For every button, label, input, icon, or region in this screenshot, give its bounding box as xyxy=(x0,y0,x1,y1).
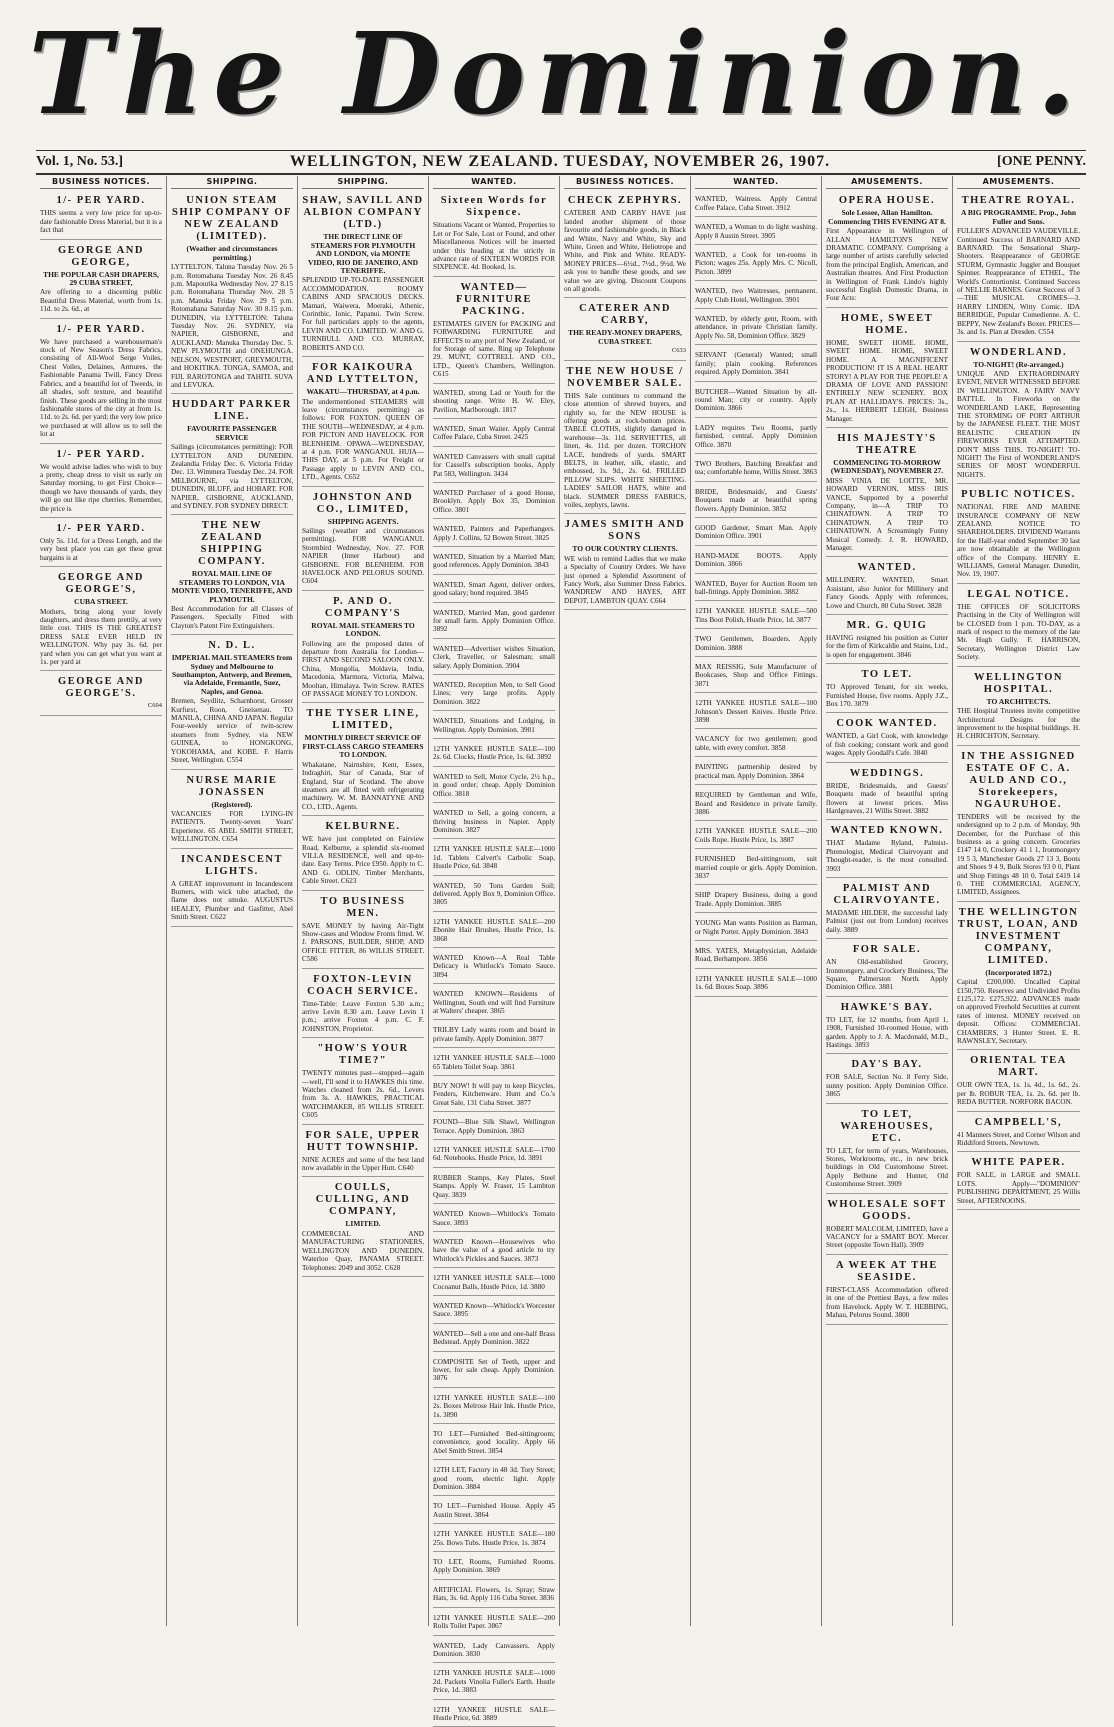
ad-reference: C604 xyxy=(147,702,162,710)
advertisement xyxy=(957,1154,1080,1210)
classified-ad: 12TH YANKEE HUSTLE SALE—200 Rolls Toilet Paper. 3867 xyxy=(433,1611,555,1636)
classified-ad: 12TH YANKEE HUSTLE SALE—1700 6d. Notebooks. Hustle Price, 1d. 3891 xyxy=(433,1143,555,1168)
ad-heading: CATERER AND CARBY, xyxy=(579,303,671,327)
ad-heading: THE WELLINGTON TRUST, LOAN, AND INVESTMENT COMPANY, LIMITED. xyxy=(957,906,1080,966)
ad-body: THIS Sale continues to command the close attention of shrewd buyers, and rightly so, for the NEW HOUSE is offering goods at rock-bottom prices. TABLE CLOTHS, slightly damaged in warehouse—3s. 11d. SERVIETTES, all linen, 4s. 11d. per dozen. TORCHON LACE, hundreds of yards. SMART BELTS, in leather, silk, elastic, and embossed, 1s. 9d., 2s. 6d. FRILLED PILLOW SLIPS. WHITE SHEETING. LADIES' SAILOR HATS, white and black. SUMMER DRESS FABRICS, voiles, zephyrs, lawns. xyxy=(564,391,686,509)
classified-ad: FOUND—Blue Silk Shawl, Wellington Terrace. Apply Dominion. 3863 xyxy=(433,1115,555,1140)
ad-subheading: COMMENCING TO-MORROW (WEDNESDAY), NOVEMBER 27. xyxy=(830,457,944,476)
advertisement xyxy=(40,242,162,319)
classified-ad: BRIDE, Bridesmaids', and Guests' Bouquets made at beautiful spring flowers. Apply Dominion. 3852 xyxy=(695,485,817,518)
classified-ad: 12TH YANKEE HUSTLE SALE—500 Tins Boot Polish, Hustle Price, 1d. 3877 xyxy=(695,604,817,629)
ad-body: TWENTY minutes past—stopped—again—well, I'll send it to HAWKES this time. Watches cleaned from 2s. 6d., Levers from 3s. A. HAWKES, PRACTICAL WATCHMAKER, 85 WILLIS STREET. C605 xyxy=(302,1069,424,1120)
advertisement xyxy=(302,1127,424,1178)
ad-heading: PALMIST AND CLAIRVOYANTE. xyxy=(833,882,941,906)
ad-subheading: (Incorporated 1872.) xyxy=(985,967,1052,977)
advertisement xyxy=(302,818,424,890)
ad-body: First Appearance in Wellington of ALLAN HAMILTON'S NEW DRAMATIC COMPANY. Comprising a large number of artists carefully selected from the principal English, American, and Australian theatres. And First Production in Wellington of Frank Lindo's highly successful English Domestic Drama, in Four Acts: xyxy=(826,227,948,303)
classified-ad: YOUNG Man wants Position as Barman, or Night Porter. Apply Dominion. 3843 xyxy=(695,916,817,941)
advertisement xyxy=(302,893,424,969)
ad-body: 41 Manners Street, and Corner Wilson and Riddiford Streets, Newtown. xyxy=(957,1130,1080,1148)
classified-ad: WANTED, strong Lad or Youth for the shooting range. Write H. W. Eley, Pavilion, Marlborough. 1817 xyxy=(433,386,555,419)
masthead xyxy=(0,0,1114,150)
ad-heading: NURSE MARIE JONASSEN xyxy=(186,774,278,798)
column-1 xyxy=(36,176,167,1626)
ad-heading: UNION STEAM SHIP COMPANY OF NEW ZEALAND (LIMITED). xyxy=(172,195,292,243)
classified-ad: BUTCHER—Wanted Situation by all-round Man; city or country. Apply Dominion. 3866 xyxy=(695,385,817,418)
classified-ad: FURNISHED Bed-sittingroom, suit married couple or girls. Apply Dominion. 3837 xyxy=(695,852,817,885)
classified-ad: WANTED Canvassers with small capital for Cassell's subscription books, Apply Pat 583, Wellington. 3434 xyxy=(433,450,555,483)
ad-heading: N. D. L. xyxy=(208,640,256,652)
ad-heading: FOR SALE, UPPER HUTT TOWNSHIP. xyxy=(305,1129,421,1153)
advertisement xyxy=(40,321,162,444)
ad-subheading: (Weather and circumstances permitting.) xyxy=(186,244,278,262)
ad-body: THE OFFICES OF SOLICITORS Practising in the City of Wellington will be CLOSED from 1 p.m. TO-DAY, as a mark of respect to the memory of the late Mr. Hugh Gully. F. HARRISON, Secretary, Wellington District Law Society. xyxy=(957,602,1080,662)
ad-heading: THE NEW HOUSE / NOVEMBER SALE. xyxy=(566,365,684,389)
classified-ad: TO LET—Furnished Bed-sittingroom; convenience, good locality. Apply 66 Abel Smith Street. 3854 xyxy=(433,1427,555,1460)
column-heading: AMUSEMENTS. xyxy=(957,176,1080,189)
classified-ad: COMPOSITE Set of Teeth, upper and lower, for sale cheap. Apply Dominion. 3876 xyxy=(433,1355,555,1388)
ad-body: BRIDE, Bridesmaids, and Guests' Bouquets made of beautiful spring flowers at lowest prices. Miss Hardgreaves, 21 Willis Street. 3882 xyxy=(826,781,948,815)
classified-ad: TWO Brothers, Batching Breakfast and tea; comfortable home, Willis Street. 3863 xyxy=(695,457,817,482)
ad-heading: OPERA HOUSE. xyxy=(838,195,936,207)
classified-ad: RUBBER Stamps, Key Plates, Steel Stamps. Apply W. Fraser, 15 Lambton Quay. 3839 xyxy=(433,1171,555,1204)
classified-ad: WANTED, Reception Men, to Sell Good Lines; very large profits. Apply Dominion. 3822 xyxy=(433,678,555,711)
advertisement xyxy=(40,520,162,567)
ad-heading: Sixteen Words for Sixpence. xyxy=(440,195,548,219)
advertisement xyxy=(826,192,948,307)
column-6 xyxy=(691,176,822,1626)
ad-body: Time-Table: Leave Foxton 5.30 a.m.; arrive Levin 8.30 a.m. Leave Levin 1 p.m.; arrive Foxton 4 p.m. C. F. JOHNSTON, Proprietor. xyxy=(302,999,424,1033)
column-4 xyxy=(429,176,560,1722)
advertisement xyxy=(826,1106,948,1194)
dateline xyxy=(36,150,1086,175)
advertisement xyxy=(433,192,555,276)
advertisement xyxy=(564,363,686,515)
ad-heading: GEORGE AND GEORGE'S, xyxy=(58,572,144,596)
classified-ad: WANTED, a Cook for ten-rooms in Picton; wages 25s. Apply Mrs. C. Nicoll, Picton. 3899 xyxy=(695,248,817,281)
date-location: WELLINGTON, NEW ZEALAND. TUESDAY, NOVEMBER 26, 1907. xyxy=(289,153,831,170)
advertisement xyxy=(171,192,293,394)
ad-body: Whakatane, Nairnshire, Kent, Essex, Indraghiri, Star of Canada, Star of England, Star of Scotland. The above steamers are all fitted with refrigerating machinery. W. M. BANNATYNE AND CO., LTD., Agents. xyxy=(302,760,424,811)
classified-ad: WANTED Known—A Real Table Delicacy is Whitlock's Tomato Sauce. 3894 xyxy=(433,951,555,984)
ad-body: FOR SALE, Section No. 8 Ferry Side, sunny position. Apply Dominion Office. 3865 xyxy=(826,1073,948,1099)
ad-body: The undermentioned STEAMERS will leave (circumstances permitting) as follows: FOR FOXTON. QUEEN OF THE SOUTH—WEDNESDAY, at 4 p.m. FOR PICTON AND HAVELOCK. FOR BLENHEIM. OPAWA—WEDNESDAY, at 4 p.m. FOR WANGANUI. HUIA—THIS DAY, at 5 p.m. For Freight or Passage apply to LEVIN AND CO., LTD., Agents. C652 xyxy=(302,397,424,482)
ad-body: THAT Madame Ryland, Palmist-Phrenologist, Medical Clairvoyant and Thought-reader, is the most consulted. 3903 xyxy=(826,839,948,873)
ad-body: Are offering to a discerning public Beautiful Dress Material, worth from 1s. 11d. to 2s. 6d., at xyxy=(40,288,162,314)
ad-body: LYTTELTON. Taluna Tuesday Nov. 26 5 p.m. Rotomahana Tuesday Nov. 26 8.45 p.m. Mapourika Wednesday Nov. 27 8.15 p.m. Rotomahana Thursday Nov. 28 5 p.m. Manuka Friday Nov. 29 5 p.m. Rotomahana Saturday Nov. 30 8.15 p.m. DUNEDIN, via LYTTELTON: Taluna Tuesday Nov. 26. SYDNEY, via NAPIER, GISBORNE, and AUCKLAND: Manuka Thursday Dec. 5. NEW PLYMOUTH and ONEHUNGA. NELSON, WESTPORT, GREYMOUTH, and HOKITIKA. TONGA, SAMOA, and FIJI. RAROTONGA and TAHITI. SUVA and LEVUKA. xyxy=(171,263,293,389)
advertisement xyxy=(826,666,948,713)
advertisement xyxy=(957,486,1080,584)
ad-body: FOR SALE, in LARGE and SMALL LOTS. Apply—"DOMINION" PUBLISHING DEPARTMENT, 25 Willis Street, AFTERNOONS. xyxy=(957,1171,1080,1205)
ad-body: NATIONAL FIRE AND MARINE INSURANCE COMPANY OF NEW ZEALAND. NOTICE TO SHAREHOLDERS. DIVIDEND Warrants for the Half-year ended September 30 last are now obtainable at the Wellington office of the Company. HENRY E. WILLIAMS, General Manager. Dunedin, Nov. 19, 1907. xyxy=(957,503,1080,579)
advertisement xyxy=(564,300,686,360)
ad-subheading: SHIPPING AGENTS. xyxy=(327,516,399,526)
column-heading: BUSINESS NOTICES. xyxy=(40,176,162,189)
ad-heading: CAMPBELL'S, xyxy=(974,1116,1063,1128)
classified-ad: WANTED, Lady Canvassers. Apply Dominion. 3830 xyxy=(433,1639,555,1664)
ad-heading: WHITE PAPER. xyxy=(971,1157,1066,1169)
advertisement xyxy=(302,1179,424,1276)
classified-ad: 12TH YANKEE HUSTLE SALE—100 2s. Boxes Melrose Hair Ink. Hustle Price, 1s. 3890 xyxy=(433,1391,555,1424)
ad-subheading: A BIG PROGRAMME. Prop., John Fuller and Sons. xyxy=(960,208,1077,226)
ad-heading: WANTED. xyxy=(857,562,917,574)
ad-body: Capital £200,000. Uncalled Capital £150,750. Reserves and Undivided Profits £125,172. £275,922. ADVANCES made on approved Freehold Securities at current rates of interest. MONEY received on deposit. Offices: COMMERCIAL CHAMBERS, 3 Hunter Street. E. R. RAWNSLEY, Secretary. xyxy=(957,978,1080,1046)
newspaper-columns xyxy=(36,176,1086,1722)
classified-ad: MAX REISSIG, Sole Manufacturer of Bookcases, Shop and Office Fittings. 3871 xyxy=(695,660,817,693)
ad-subheading: THE POPULAR CASH DRAPERS, 29 CUBA STREET, xyxy=(43,269,159,288)
advertisement xyxy=(40,446,162,518)
advertisement xyxy=(40,569,162,671)
ad-subheading: MONTHLY DIRECT SERVICE OF FIRST-CLASS CARGO STEAMERS TO LONDON. xyxy=(302,733,424,760)
ad-body: ROBERT MALCOLM, LIMITED, have a VACANCY for a SMART BOY. Mercer Street (opposite Town Hall). 3909 xyxy=(826,1224,948,1250)
classified-ad: WANTED Known—Whitlock's Tomato Sauce. 3893 xyxy=(433,1207,555,1232)
classified-ad: WANTED, two Waitresses, permanent. Apply Club Hotel, Wellington. 3901 xyxy=(695,284,817,309)
classified-ad: 12TH YANKEE HUSTLE SALE—180 25s. Bows Tubs. Hustle Price, 1s. 3874 xyxy=(433,1527,555,1552)
ad-body: MILLINERY. WANTED, Smart Assistant, also Junior for Millinery and Fancy Goods. Apply with references, Lowe and Church, 80 Cuba Street. 3828 xyxy=(826,576,948,610)
ad-reference: C633 xyxy=(671,347,686,355)
ad-body: Mothers, bring along your lovely daughters, and dress them prettily, at very little cost. THIS IS THE GREATEST DRESS SALE EVER HELD IN WELLINGTON. Why pay 3s. 6d. per yard when you can get what you want at 1s. per yard at xyxy=(40,607,162,667)
advertisement xyxy=(171,517,293,635)
ad-heading: MR. G. QUIG xyxy=(846,620,928,632)
ad-subheading: ROYAL MAIL LINE OF STEAMERS TO LONDON, VIA MONTE VIDEO, TENERIFFE, AND PLYMOUTH. xyxy=(171,569,293,604)
ad-heading: JOHNSTON AND CO., LIMITED, xyxy=(312,491,414,515)
classified-ad: WANTED, by elderly gent, Room, with attendance, in private Christian family. Apply No. 58, Dominion Office. 3829 xyxy=(695,312,817,345)
advertisement xyxy=(171,637,293,769)
ad-heading: FOR SALE. xyxy=(852,944,922,956)
advertisement xyxy=(826,310,948,428)
classified-ad: 12TH YANKEE HUSTLE SALE—1000 Cocoanut Balls, Hustle Price, 1d. 3880 xyxy=(433,1271,555,1296)
ad-heading: ORIENTAL TEA MART. xyxy=(970,1055,1067,1079)
ad-body: WE have just completed on Fairview Road, Kelburne, a splendid six-roomed VILLA RESIDENCE, well and up-to-date. Easy Terms. Price £950. Apply to C. AND G. ODLIN, Timber Merchants, Cable Street. C623 xyxy=(302,835,424,886)
advertisement xyxy=(826,1196,948,1255)
classified-ad: 12TH YANKEE HUSTLE SALE—1000 2d. Packets Vinolia Fuller's Earth. Hustle Price, 1d. 3883 xyxy=(433,1666,555,1699)
classified-ad: WANTED, Smart Agent, deliver orders, good salary; bond required. 3845 xyxy=(433,578,555,603)
ad-heading: DAY'S BAY. xyxy=(851,1059,923,1071)
ad-heading: FOR KAIKOURA AND LYTTELTON, xyxy=(306,362,420,386)
ad-heading: COULLS, CULLING, AND COMPANY, xyxy=(315,1182,411,1218)
classified-ad: WANTED—Advertiser wishes Situation, Clerk, Traveller, or Salesman; small salary. Apply Dominion. 3904 xyxy=(433,642,555,675)
classified-ad: WANTED, Situation by a Married Man; good references. Apply Dominion. 3843 xyxy=(433,550,555,575)
advertisement xyxy=(957,192,1080,341)
ad-body: Situations Vacant or Wanted, Properties to Let or For Sale, Lost or Found, and other Miscellaneous Notices will be inserted under this heading at the strictly in advance rate of SIXTEEN WORDS FOR SIXPENCE. 4d. Booked, 1s. xyxy=(433,221,555,272)
ad-body: COMMERCIAL AND MANUFACTURING STATIONERS, WELLINGTON AND DUNEDIN. Waterloo Quay, PANAMA STREET. Telephones: 2049 and 3052. C628 xyxy=(302,1229,424,1272)
ad-subheading: THE READY-MONEY DRAPERS, CUBA STREET. xyxy=(568,328,682,346)
advertisement xyxy=(826,822,948,878)
ad-body: TO Approved Tenant, for six weeks, Furnished House, five rooms. Apply J.Z., Box 170. 3879 xyxy=(826,683,948,709)
classified-ad: 12TH YANKEE HUSTLE SALE—100 2s. 6d. Clocks, Hustle Price, 1s. 6d. 3892 xyxy=(433,742,555,767)
advertisement xyxy=(302,705,424,816)
ad-subheading: ROYAL MAIL STEAMERS TO LONDON. xyxy=(311,620,415,639)
ad-body: UNIQUE AND EXTRAORDINARY EVENT, NEVER WITNESSED BEFORE IN WELLINGTON. A FAIRY NAVY BATTLE. In Fireworks on the WONDERLAND LAKE, Representing THE STORMING OF PORT ARTHUR by the JAPANESE FLEET. THE MOST REALISTIC CREATION IN FIREWORKS EVER ATTEMPTED. DON'T MISS THIS. TO-NIGHT! TO-NIGHT! The First of WONDERLAND'S SERIES OF MOST WONDERFUL NIGHTS. xyxy=(957,369,1080,479)
ad-heading: PUBLIC NOTICES. xyxy=(961,489,1076,501)
ad-heading: KELBURNE. xyxy=(325,821,401,833)
advertisement xyxy=(171,772,293,849)
ad-body: THE Hospital Trustees invite competitive Architectural Designs for the improvement to the hospital buildings. H. H. CHRICHTON, Secretary. xyxy=(957,707,1080,741)
classified-ad: GOOD Gardener, Smart Man. Apply Dominion Office. 3901 xyxy=(695,521,817,546)
ad-heading: WANTED KNOWN. xyxy=(830,825,944,837)
advertisement xyxy=(957,344,1080,485)
classified-ad: WANTED Purchaser of a good House, Brooklyn. Apply Box 35, Dominion Office. 3801 xyxy=(433,486,555,519)
ad-subheading: LIMITED. xyxy=(345,1219,381,1229)
ad-heading: HUDDART PARKER LINE. xyxy=(172,399,292,423)
column-5 xyxy=(560,176,691,1626)
ad-heading: INCANDESCENT LIGHTS. xyxy=(180,853,283,877)
ad-body: AN Old-established Grocery, Ironmongery, and Crockery Business, The Square, Palmerston North. Apply Dominion Office. 3881 xyxy=(826,958,948,992)
newspaper-title: The Dominion. xyxy=(28,9,1086,140)
column-heading: BUSINESS NOTICES. xyxy=(564,176,686,189)
classified-ad: WANTED, a Woman to do light washing. Apply 8 Austin Street. 3905 xyxy=(695,220,817,245)
ad-heading: TO BUSINESS MEN. xyxy=(320,895,406,919)
ad-heading: IN THE ASSIGNED ESTATE OF C. A. AULD AND CO., Storekeepers, NGAURUHOE. xyxy=(961,750,1076,810)
ad-body: Sailings (weather and circumstances permitting). FOR WANGANUI. Stormbird Wednesday, Nov. 27. FOR NAPIER (Inner Harbour) and GISBORNE. FOR BLENHEIM. FOR HAVELOCK AND PELORUS SOUND. C604 xyxy=(302,526,424,586)
price: [ONE PENNY. xyxy=(997,154,1086,169)
ad-heading: 1/- PER YARD. xyxy=(56,522,146,534)
ad-body: MISS VINIA DE LOITTE, MR. HOWARD VERNON, MISS IRIS VANCE, Supported by a powerful Company, in—A TRIP TO CHINATOWN. A TRIP TO CHINATOWN. A TRIP TO CHINATOWN. A Screamingly Funny Musical Comedy. J. R. HOWARD, Manager. xyxy=(826,476,948,552)
ad-heading: 1/- PER YARD. xyxy=(56,195,146,207)
advertisement xyxy=(302,359,424,486)
ad-heading: THEATRE ROYAL. xyxy=(961,195,1076,207)
ad-body: Only 5s. 11d. for a Dress Length, and the very best place you can get these great bargains is at xyxy=(40,536,162,562)
column-heading: WANTED. xyxy=(433,176,555,189)
classified-ad: TWO Gentlemen, Boarders. Apply Dominion. 3888 xyxy=(695,632,817,657)
advertisement xyxy=(957,1114,1080,1153)
ad-heading: LEGAL NOTICE. xyxy=(967,588,1070,600)
advertisement xyxy=(171,396,293,515)
ad-body: THIS seems a very low price for up-to-date fashionable Dress Material, but it is a fact that xyxy=(40,209,162,235)
ad-heading: TO LET, WAREHOUSES, ETC. xyxy=(840,1108,934,1144)
ad-heading: WELLINGTON HOSPITAL. xyxy=(974,671,1063,695)
advertisement xyxy=(40,192,162,239)
ad-subheading: WAKATU—THURSDAY, at 4 p.m. xyxy=(306,387,420,397)
classified-ad: WANTED to Sell, Motor Cycle, 2½ h.p., in good order; cheap. Apply Dominion Office. 3818 xyxy=(433,770,555,803)
classified-ad: WANTED, Buyer for Auction Room ten ball-fittings. Apply Dominion. 3882 xyxy=(695,577,817,602)
classified-ad: WANTED Known—Whitlock's Worcester Sauce. 3895 xyxy=(433,1299,555,1324)
ad-heading: WANTED—FURNITURE PACKING. xyxy=(456,281,532,317)
advertisement xyxy=(302,192,424,357)
ad-subheading: CUBA STREET. xyxy=(74,597,128,607)
advertisement xyxy=(433,279,555,384)
advertisement xyxy=(826,1056,948,1103)
ad-body: TO LET, for term of years, Warehouses, Stores, Workrooms, etc., in new brick buildings in Old Customhouse Street. Apply Bethune and Hunter, Old Customhouse Street. 3909 xyxy=(826,1146,948,1189)
advertisement xyxy=(826,617,948,664)
classified-ad: SERVANT (General) Wanted; small family; plain cooking. References required. Apply Dominion. 3841 xyxy=(695,348,817,381)
advertisement xyxy=(826,999,948,1055)
ad-heading: SHAW, SAVILL AND ALBION COMPANY (LTD.) xyxy=(302,195,424,231)
ad-body: TO LET, for 12 months, from April 1, 1908, Furnished 10-roomed House, with garden. Apply to J. A. Macdonald, M.D., Hastings. 3893 xyxy=(826,1015,948,1049)
classified-ad: WANTED KNOWN—Residents of Wellington, South end will find Furniture at Walters' cheaper. 3865 xyxy=(433,987,555,1020)
advertisement xyxy=(826,1257,948,1325)
ad-body: We have purchased a warehouseman's stock of New Season's Dress Fabrics, consisting of All-Wool Serge Voiles, Chest Voiles, Delaines, Armures, the Fashionable Panama Twill, Fancy Dress Fabrics, and a beautiful lot of Tweeds, in all shades, soft texture, and beautiful finish. These goods are selling in the most fashionable stores of the city at from 1s. 11d. to 2s. 6d. per yard; the very low price we purchased at will allow us to sell the lot at xyxy=(40,337,162,439)
ad-heading: WEDDINGS. xyxy=(849,767,925,779)
ad-body: Bremen, Seydlitz, Scharnhorst, Grosser Kurfurst, Roon, Gneisenau. TO MANILA, CHINA AND JAPAN. Regular Four-weekly service of twin-screw steamers from Sydney, via NEW GUINEA, to HONGKONG, YOKOHAMA, and KOBE. F. Harris Street, Wellington. C554 xyxy=(171,697,293,765)
advertisement xyxy=(302,1040,424,1124)
classified-ad: 12TH YANKEE HUSTLE SALE—100 Johnson's Dessert Knives. Hustle Price. 3898 xyxy=(695,696,817,729)
advertisement xyxy=(957,904,1080,1051)
classified-ad: BUY NOW! It will pay to keep Bicycles, Fenders, Kitchenware. Hunt and Co.'s Great Sale, 131 Cuba Street. 3877 xyxy=(433,1079,555,1112)
classified-ad: 12TH YANKEE HUSTLE SALE—1000 1s. 6d. Boxes Soap. 3896 xyxy=(695,972,817,997)
classified-ad: TO LET, Rooms, Furnished Rooms. Apply Dominion. 3869 xyxy=(433,1555,555,1580)
advertisement xyxy=(957,748,1080,902)
ad-body: TENDERS will be received by the undersigned up to 2 p.m. of Monday, 9th December, for the Purchase of this business as a going concern. Groceries £147 14 0, Crockery 41 1 1, Ironmongery 19 5 3, Manchester Goods 27 13 3, Boots and Shoes 9 4 9, Bulk Stores 93 0 0, Plant and Shop Fittings 48 10 0. Total £419 14 0. THE COMMERCIAL AGENCY, LIMITED, Assignees. xyxy=(957,812,1080,897)
ad-body: OUR OWN TEA, 1s. 1s. 4d., 1s. 6d., 2s. per lb. ROBUR TEA, 1s. 2s. 6d. per lb. REDA BUTTER. NORFORK BACON. xyxy=(957,1081,1080,1107)
advertisement xyxy=(826,559,948,615)
ad-subheading: TO-NIGHT! (Re-arranged.) xyxy=(973,359,1064,369)
classified-ad: TO LET—Furnished House. Apply 45 Austin Street. 3864 xyxy=(433,1499,555,1524)
classified-ad: REQUIRED by Gentleman and Wife, Board and Residence in private family. 3886 xyxy=(695,788,817,821)
advertisement xyxy=(564,516,686,610)
ad-body: HOME, SWEET HOME. HOME, SWEET HOME. HOME, SWEET HOME. A MAGNIFICENT PRODUCTION! IT IS A REAL HEART STORY! A PLAY FOR THE PEOPLE! A DRAMA OF LOVE AND PASSION! ENTIRELY NEW SCENERY. BOX PLAN AT HALLIDAY'S. PRICES: 3s., 2s., 1s. HERBERT LEIGH, Business Manager. xyxy=(826,338,948,423)
classified-ad: WANTED, Situations and Lodging, in Wellington. Apply Dominion. 3901 xyxy=(433,714,555,739)
ad-heading: THE TYSER LINE, LIMITED, xyxy=(306,708,420,732)
ad-body: FIRST-CLASS Accommodation offered in one of the Prettiest Bays, a few miles from Havelock. Apply W. T. HEBBING, Mahau, Pelorus Sound. 3800 xyxy=(826,1285,948,1320)
ad-subheading: TO ARCHITECTS. xyxy=(986,696,1051,706)
ad-heading: FOXTON-LEVIN COACH SERVICE. xyxy=(307,973,419,997)
ad-heading: WONDERLAND. xyxy=(969,346,1068,358)
advertisement xyxy=(302,593,424,704)
ad-body: ESTIMATES GIVEN for PACKING and FORWARDING FURNITURE and EFFECTS to any port of New Zealand, or for Storage of same. Ring up Telephone 29. MUNT, COTTRELL AND CO., LTD., Queen's Chambers, Wellington. C615 xyxy=(433,319,555,379)
ad-heading: TO LET. xyxy=(861,669,913,681)
ad-body: WE wish to remind Ladies that we make a Specialty of Country Orders. We have just opened a Splendid Assortment of Fancy Work, also Summer Dress Fabrics. WANDREW AND HAYES, ART DEPOT, LAMBTON QUAY. C664 xyxy=(564,554,686,605)
ad-body: NINE ACRES and some of the best land now available in the Upper Hutt. C640 xyxy=(302,1155,424,1173)
classified-ad: WANTED, Smart Waiter. Apply Central Coffee Palace, Cuba Street. 2425 xyxy=(433,422,555,447)
ad-heading: GEORGE AND GEORGE'S. xyxy=(58,676,144,700)
ad-subheading: IMPERIAL MAIL STEAMERS from Sydney and Melbourne to Southampton, Antwerp, and Bremen, via Adelaide, Fremantle, Suez, Naples, and Genoa. xyxy=(171,653,293,696)
classified-ad: 12TH YANKEE HUSTLE SALE—1000 65 Tablets Toilet Soap. 3861 xyxy=(433,1051,555,1076)
classified-ad: HAND-MADE BOOTS. Apply Dominion. 3866 xyxy=(695,549,817,574)
advertisement xyxy=(302,971,424,1039)
classified-ad: WANTED, Married Man, good gardener for small farm. Apply Dominion Office. 3892 xyxy=(433,606,555,639)
ad-body: We would advise ladies who wish to buy a pretty, cheap dress to visit us early on Saturday morning, to get First Choice—though we have thousands of yards, they will go out like ripe cherries. Remember, the price is xyxy=(40,462,162,513)
ad-heading: 1/- PER YARD. xyxy=(56,323,146,335)
column-8 xyxy=(953,176,1084,1626)
advertisement xyxy=(302,489,424,591)
advertisement xyxy=(826,880,948,939)
ad-body: WANTED, a Girl Cook, with knowledge of fish cooking; constant work and good wages. Apply Goodall's Cafe. 3840 xyxy=(826,732,948,758)
advertisement xyxy=(564,192,686,298)
ad-heading: WHOLESALE SOFT GOODS. xyxy=(827,1198,947,1222)
ad-heading: HAWKE'S BAY. xyxy=(840,1001,934,1013)
classified-ad: WANTED, Painters and Paperhangers. Apply J. Collins, 52 Bowen Street. 3825 xyxy=(433,522,555,547)
column-heading: SHIPPING. xyxy=(171,176,293,189)
ad-heading: 1/- PER YARD. xyxy=(56,448,146,460)
advertisement xyxy=(826,941,948,997)
classified-ad: LADY requires Two Rooms, partly furnished, central. Apply Dominion Office. 3870 xyxy=(695,421,817,454)
ad-subheading: (Registered). xyxy=(211,799,253,809)
ad-heading: HOME, SWEET HOME. xyxy=(840,312,934,336)
classified-ad: WANTED—Sell a one and one-half Brass Bedstead. Apply Dominion. 3822 xyxy=(433,1327,555,1352)
classified-ad: WANTED Known—Housewives who have the value of a good article to try Whitlock's Pickles and Sauces. 3873 xyxy=(433,1235,555,1268)
ad-heading: "HOW'S YOUR TIME?" xyxy=(317,1043,409,1067)
classified-ad: 12TH YANKEE HUSTLE SALE—Hustle Price, 6d. 3889 xyxy=(433,1703,555,1727)
ad-body: SPLENDID UP-TO-DATE PASSENGER ACCOMMODATION. ROOMY CABINS AND SPACIOUS DECKS. Mamari, Waiwera, Moeraki, Athenic, Corinthic, Ionic, Papanui. Twin Screw. For full particulars apply to the agents, LEVIN AND CO. LIMITED. W. AND G. TURNBULL AND CO. MURRAY, ROBERTS AND CO. xyxy=(302,276,424,352)
volume-number: Vol. 1, No. 53.] xyxy=(36,154,123,169)
column-3 xyxy=(298,176,429,1626)
classified-ad: 12TH LET, Factory in 48 3d. Tory Street; good room, electric light. Apply Dominion. 3884 xyxy=(433,1463,555,1496)
column-7 xyxy=(822,176,953,1626)
ad-body: CATERER AND CARBY HAVE just landed another shipment of those favourite and fashionable goods, in Black and White, Navy and White, Sky and White, Green and White, Heliotrope and White, and Pink and White. READY-MONEY PRICES—6½d., 7½d., 9½d. We ask you to handle these goods, and see value we are giving. Discount Coupons on all goods. xyxy=(564,209,686,294)
advertisement xyxy=(826,430,948,557)
ad-heading: A WEEK AT THE SEASIDE. xyxy=(836,1259,938,1283)
classified-ad: SHIP Drapery Business, doing a good Trade. Apply Dominion. 3885 xyxy=(695,888,817,913)
ad-body: Sailings (circumstances permitting): FOR LYTTELTON AND DUNEDIN. Zealandia Friday Dec. 6. Victoria Friday Dec. 13. Wimmera Tuesday Dec. 24. FOR MELBOURNE, via LYTTELTON, DUNEDIN, BLUFF, and HOBART. FOR NAPIER, GISBORNE, AUCKLAND, and SYDNEY. FOR SYDNEY DIRECT. xyxy=(171,443,293,510)
ad-body: MADAME HILDER, the successful lady Palmist (just out from London) receives daily. 3889 xyxy=(826,908,948,934)
ad-heading: HIS MAJESTY'S THEATRE xyxy=(837,432,937,456)
classified-ad: WANTED, Waitress. Apply Central Coffee Palace, Cuba Street. 3912 xyxy=(695,192,817,217)
column-2 xyxy=(167,176,298,1626)
classified-ad: PAINTING partnership desired by practical man. Apply Dominion. 3864 xyxy=(695,760,817,785)
ad-subheading: Sole Lessee, Allan Hamilton. Commencing THIS EVENING AT 8. xyxy=(828,208,946,226)
ad-body: HAVING resigned his position as Cutter for the firm of Kirkcaldie and Stains, Ltd., is open for engagement. 3846 xyxy=(826,634,948,659)
classified-ad: VACANCY for two gentlemen; good table, with every comfort. 3858 xyxy=(695,732,817,757)
column-heading: SHIPPING. xyxy=(302,176,424,189)
ad-heading: JAMES SMITH AND SONS xyxy=(564,519,686,543)
advertisement xyxy=(957,586,1080,667)
ad-subheading: FAVOURITE PASSENGER SERVICE xyxy=(187,424,277,442)
ad-heading: P. AND O. COMPANY'S xyxy=(324,595,402,619)
ad-body: A GREAT improvement in Incandescent Burners, with wick tube attached, the flame does not smoke. AUGUSTUS HEALEY, Plumber and Gasfitter, Abel Smith Street. C622 xyxy=(171,879,293,922)
classified-ad: MRS. YATES, Metaphysician, Adelaide Road, Berhampore. 3856 xyxy=(695,944,817,969)
ad-heading: CHECK ZEPHYRS. xyxy=(567,195,683,207)
ad-body: Following are the proposed dates of departure from Australia for London—FIRST AND SECOND SALOON ONLY. China, Mongolia, Moldavia, India, Macedonia, Marmora, Victoria, Malwa, Mooltan, Himalaya. Twin Screw. RATES OF PASSAGE MONEY TO LONDON. xyxy=(302,639,424,699)
ad-subheading: TO OUR COUNTRY CLIENTS. xyxy=(572,544,678,554)
ad-body: Best Accommodation for all Classes of Passengers. Specially Fitted with Clayton's Patent Fire Extinguishers. xyxy=(171,605,293,630)
classified-ad: TRILBY Lady wants room and board in private family. Apply Dominion. 3877 xyxy=(433,1023,555,1048)
advertisement xyxy=(40,673,162,715)
ad-body: FULLER'S ADVANCED VAUDEVILLE. Continued Success of BARNARD AND BARNARD. The Sensational Sharp-Shooters. Reappearance of GEORGE STURM, Gymnastic Juggler and Bouquet Spinner. Reappearance of ETHEL, The World's Contortionist. Continued Success of NELLIE BARNES. Great Success of 3—THE MUSICAL CROMES—3. HARRY LINDEN, Witty Comic. IDA BERRIDGE, Popular Comedienne. A. C. BEPPY, New Zealand's Boxer. PRICES—3s. and 1s. Plan at Dresden. C554 xyxy=(957,227,1080,337)
classified-ad: 12TH YANKEE HUSTLE SALE—200 Coils Rope. Hustle Price, 1s. 3887 xyxy=(695,824,817,849)
column-heading: AMUSEMENTS. xyxy=(826,176,948,189)
ad-heading: COOK WANTED. xyxy=(836,718,938,730)
classified-ad: 12TH YANKEE HUSTLE SALE—200 Ebonite Hair Brushes, Hustle Price, 1s. 3868 xyxy=(433,915,555,948)
advertisement xyxy=(826,765,948,821)
advertisement xyxy=(826,715,948,762)
classified-ad: WANTED, 50 Tons Garden Soil; delivered. Apply Box 9, Dominion Office. 3805 xyxy=(433,879,555,912)
advertisement xyxy=(957,1052,1080,1111)
classified-ad: ARTIFICIAL Flowers, 1s. Spray; Straw Hats, 3s. 6d. Apply 116 Cuba Street. 3836 xyxy=(433,1583,555,1608)
ad-heading: THE NEW ZEALAND SHIPPING COMPANY. xyxy=(198,520,266,568)
ad-heading: GEORGE AND GEORGE, xyxy=(58,244,144,268)
ad-body: VACANCIES FOR LYING-IN PATIENTS. Twenty-seven Years' Experience. 65 ABEL SMITH STREET, WELLINGTON. C654 xyxy=(171,809,293,844)
ad-body: SAVE MONEY by having Air-Tight Show-cases and Window Fronts fitted. W. J. PARSONS, BUILDER, SHOP, AND OFFICE FITTER, 86 WILLIS STREET. C586 xyxy=(302,921,424,964)
ad-subheading: THE DIRECT LINE OF STEAMERS FOR PLYMOUTH AND LONDON, via MONTE VIDEO, RIO DE JANEIRO, AND TENERIFFE. xyxy=(307,232,418,276)
classified-ad: WANTED to Sell, a going concern, a thriving business in Napier. Apply Dominion. 3827 xyxy=(433,806,555,839)
advertisement xyxy=(957,669,1080,746)
classified-ad: 12TH YANKEE HUSTLE SALE—1000 1d. Tablets Calvert's Carbolic Soap, Hustle Price, 6d. 3848 xyxy=(433,842,555,875)
column-heading: WANTED. xyxy=(695,176,817,189)
advertisement xyxy=(171,851,293,927)
